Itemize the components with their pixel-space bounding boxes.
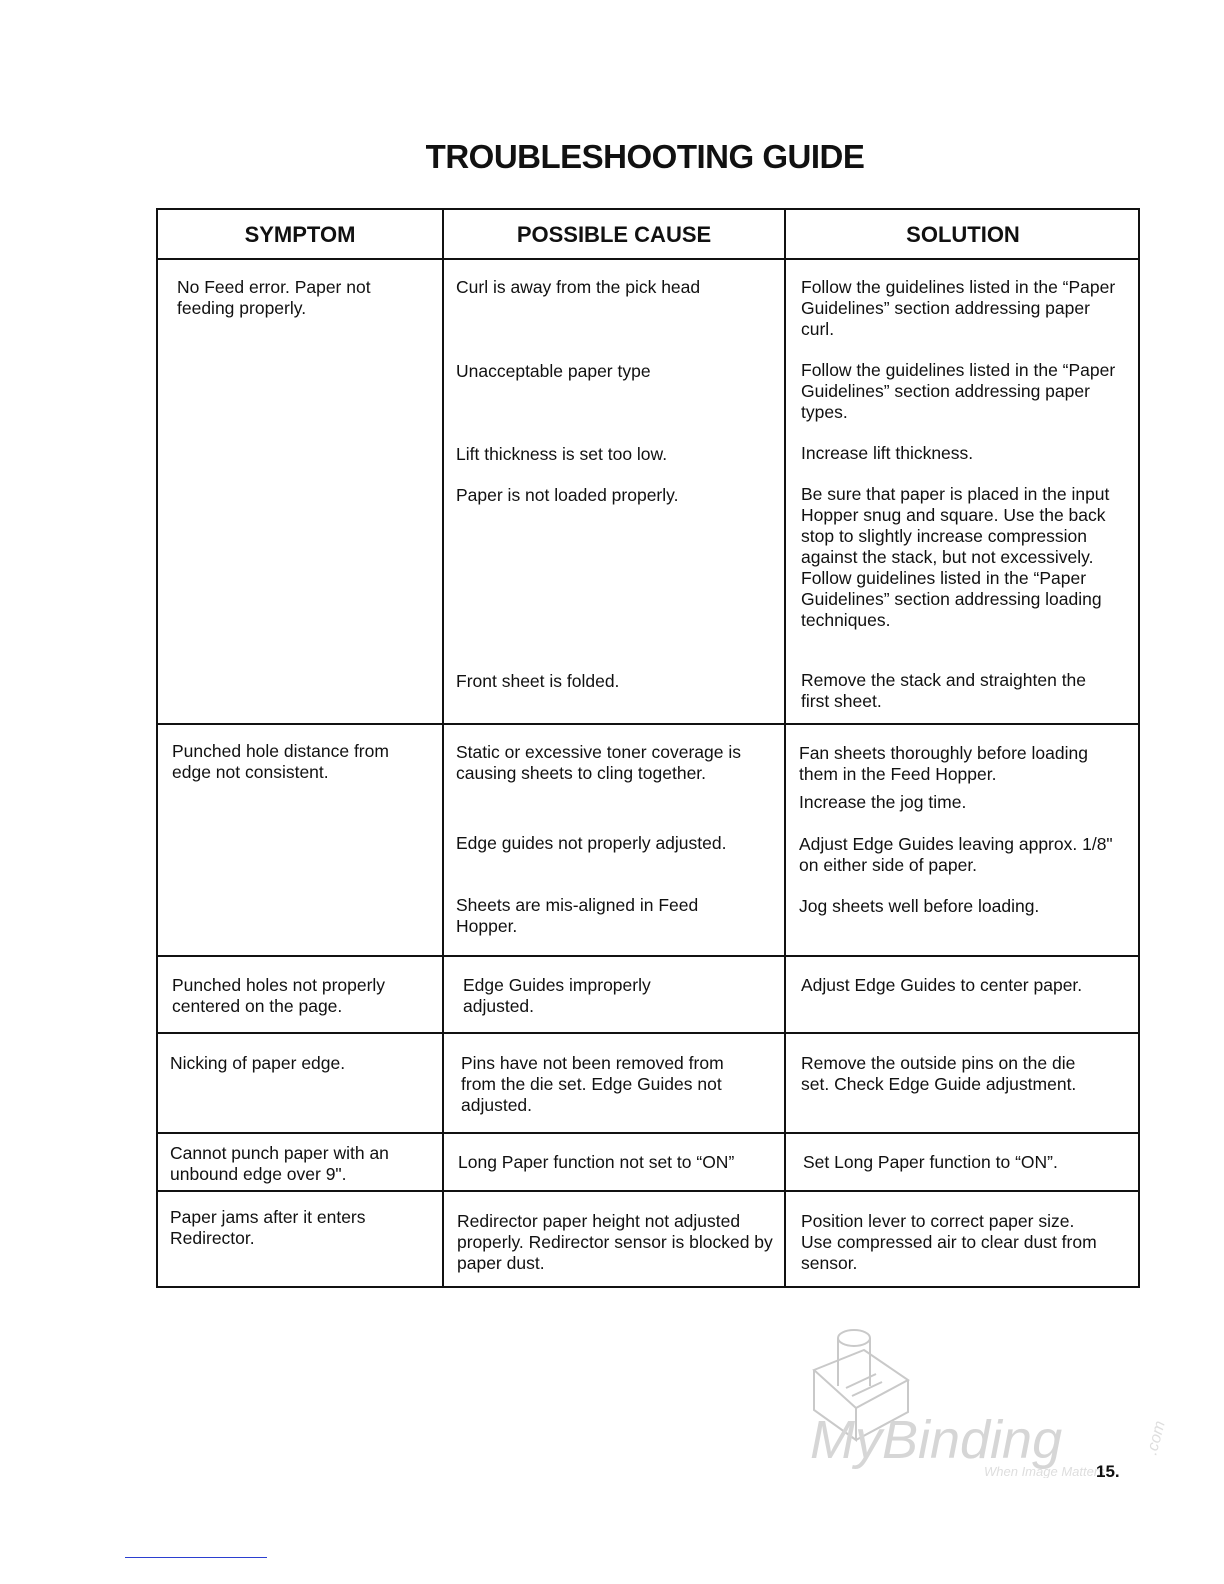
header-divider [158,258,1138,260]
solution-cell: Increase lift thickness. [801,443,974,463]
solution-cell: Jog sheets well before loading. [799,896,1040,916]
column-divider [442,210,444,1286]
mybinding-logo [806,1328,1176,1478]
footer-link-underline [125,1557,267,1558]
cause-cell: Long Paper function not set to “ON” [458,1152,735,1172]
cause-cell: Front sheet is folded. [456,671,620,691]
header-cause: POSSIBLE CAUSE [516,222,712,247]
header-solution: SOLUTION [906,222,1020,247]
logo-brand-text: MyBinding [810,1410,1063,1470]
solution-cell: Follow the guidelines listed in the “Paper Guidelines” section addressing paper curl. [801,277,1116,339]
logo-tagline: When Image Matters [984,1464,1105,1478]
solution-cell: Be sure that paper is placed in the input Hopper snug and square. Use the back stop to slightly increase compression against the stack, but not excessively. Follow guidelines listed in the “Paper Guidelines” section addressing loading techniques. [801,484,1110,630]
cause-cell: Edge guides not properly adjusted. [456,833,727,853]
cause-cell: Edge Guides improperly adjusted. [463,975,651,1016]
cause-cell: Unacceptable paper type [456,361,651,381]
page-title: TROUBLESHOOTING GUIDE [425,138,865,175]
symptom-cell: Punched holes not properly centered on the page. [172,975,386,1016]
solution-cell: Remove the stack and straighten the first sheet. [801,670,1087,711]
solution-cell: Follow the guidelines listed in the “Paper Guidelines” section addressing paper types. [801,360,1116,422]
symptom-cell: Punched hole distance from edge not consistent. [172,741,389,782]
cause-cell: Curl is away from the pick head [456,277,701,297]
column-divider [784,210,786,1286]
cause-cell: Lift thickness is set too low. [456,444,668,464]
logo-domain-text: .com [1143,1419,1169,1458]
symptom-cell: No Feed error. Paper not feeding properly. [177,277,371,318]
solution-cell: Position lever to correct paper size. Use compressed air to clear dust from sensor. [801,1211,1097,1273]
row-divider [158,1132,1138,1134]
cause-cell: Static or excessive toner coverage is causing sheets to cling together. [456,742,741,783]
row-divider [158,1190,1138,1192]
row-divider [158,1032,1138,1034]
symptom-cell: Paper jams after it enters Redirector. [170,1207,366,1248]
solution-cell: Increase the jog time. [799,792,967,812]
solution-cell: Remove the outside pins on the die set. Check Edge Guide adjustment. [801,1053,1077,1094]
cause-cell: Paper is not loaded properly. [456,485,679,505]
header-symptom: SYMPTOM [244,222,356,247]
row-divider [158,723,1138,725]
solution-cell: Adjust Edge Guides leaving approx. 1/8" on either side of paper. [799,834,1113,875]
symptom-cell: Cannot punch paper with an unbound edge over 9". [170,1143,389,1184]
symptom-cell: Nicking of paper edge. [170,1053,346,1073]
troubleshooting-table [156,208,1140,1288]
cause-cell: Redirector paper height not adjusted properly. Redirector sensor is blocked by paper dust. [457,1211,773,1273]
solution-cell: Adjust Edge Guides to center paper. [801,975,1083,995]
cause-cell: Sheets are mis-aligned in Feed Hopper. [456,895,699,936]
solution-cell: Fan sheets thoroughly before loading them in the Feed Hopper. [799,743,1088,784]
cause-cell: Pins have not been removed from from the die set. Edge Guides not adjusted. [461,1053,724,1115]
solution-cell: Set Long Paper function to “ON”. [803,1152,1058,1172]
row-divider [158,955,1138,957]
page-number: 15. [1096,1462,1120,1481]
